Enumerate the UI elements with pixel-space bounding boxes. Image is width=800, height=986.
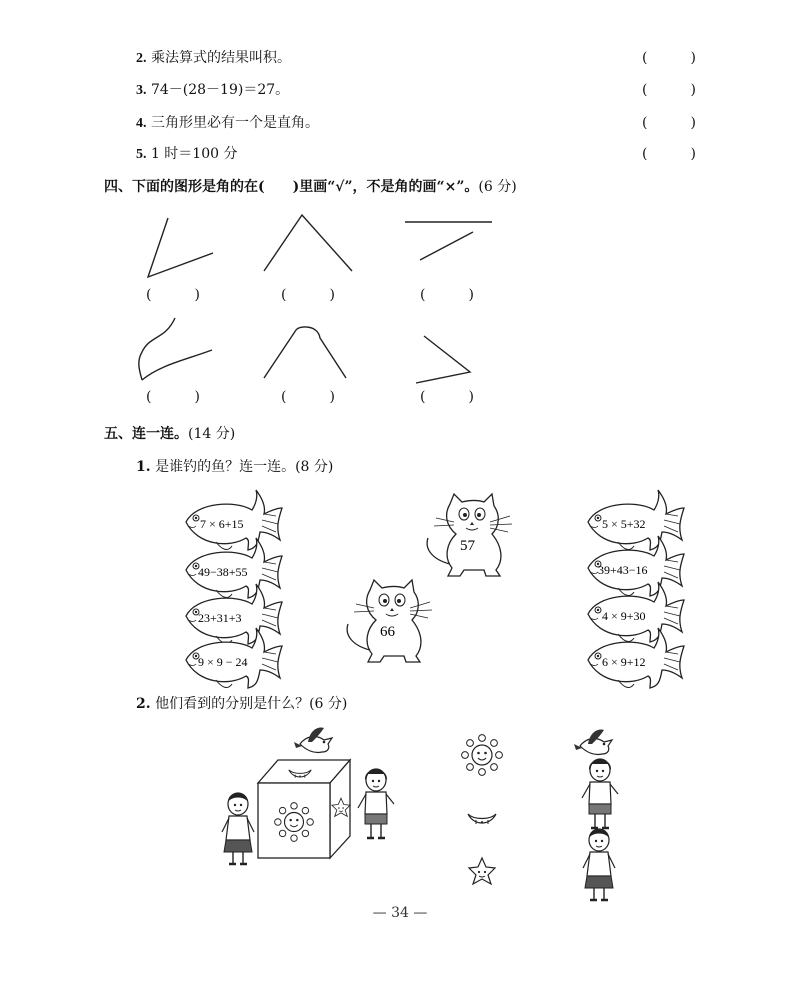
sun-icon: [275, 803, 314, 842]
girl-figure-left: [222, 793, 254, 864]
girl-viewer-figure: [583, 829, 615, 900]
paren-close: ): [194, 389, 200, 405]
paren-close: ): [468, 287, 474, 303]
section-5-heading: 五、连一连。: [104, 426, 188, 442]
cat-label: 66: [380, 624, 395, 640]
bird-icon: [294, 728, 332, 753]
moon-option-icon: [468, 814, 496, 824]
tf-number: 5.: [136, 147, 147, 162]
paren-close: ): [468, 389, 474, 405]
paren-open: (: [146, 287, 152, 303]
paren-open: (: [146, 389, 152, 405]
boy-viewer-figure: [582, 759, 618, 828]
question-text: 是谁钓的鱼？连一连。: [155, 459, 296, 475]
section-4-points: (6 分): [478, 179, 517, 195]
fish-label: 23+31+3: [198, 611, 242, 625]
paren-close: ): [194, 287, 200, 303]
page-number: — 34 —: [372, 905, 428, 921]
tf-statement: 74－(28－19)＝27。: [150, 82, 290, 98]
paren-close: ): [329, 389, 335, 405]
paren-open: (: [281, 287, 287, 303]
fish-label: 9 × 9 − 24: [198, 655, 248, 669]
tf-number: 3.: [136, 83, 147, 98]
question-text: 他们看到的分别是什么？: [155, 696, 310, 712]
tf-number: 2.: [136, 51, 147, 66]
question-points: (6 分): [309, 696, 348, 712]
star-option-icon: [469, 858, 495, 884]
bird-viewer-icon: [574, 730, 612, 755]
fish-label: 49−38+55: [198, 565, 248, 579]
question-number: 1.: [136, 459, 151, 475]
paren-open: (: [281, 389, 287, 405]
question-number: 2.: [136, 696, 151, 712]
fish-label: 6 × 9+12: [602, 655, 646, 669]
paren-open: (: [642, 50, 648, 66]
tf-number: 4.: [136, 116, 147, 131]
fish-label: 7 × 6+15: [200, 517, 244, 531]
paren-close: ): [690, 82, 696, 98]
fish-label: 4 × 9+30: [602, 609, 646, 623]
tf-statement: 1 时＝100 分: [150, 146, 238, 162]
paren-open: (: [420, 287, 426, 303]
question-points: (8 分): [295, 459, 334, 475]
paren-close: ): [690, 146, 696, 162]
paren-open: (: [642, 82, 648, 98]
paren-close: ): [690, 115, 696, 131]
tf-statement: 三角形里必有一个是直角。: [150, 115, 319, 131]
section-5-points: (14 分): [188, 426, 236, 442]
cat-label: 57: [460, 538, 475, 554]
section-4-heading: 四、下面的图形是角的在( )里画“√”，不是角的画“×”。: [104, 179, 479, 195]
sun-option-icon: [462, 735, 503, 776]
fish-label: 39+43−16: [598, 563, 648, 577]
paren-close: ): [329, 287, 335, 303]
boy-figure-right: [358, 769, 394, 838]
paren-open: (: [642, 146, 648, 162]
tf-statement: 乘法算式的结果叫积。: [150, 50, 291, 66]
paren-open: (: [642, 115, 648, 131]
paren-close: ): [690, 50, 696, 66]
paren-open: (: [420, 389, 426, 405]
fish-label: 5 × 5+32: [602, 517, 646, 531]
